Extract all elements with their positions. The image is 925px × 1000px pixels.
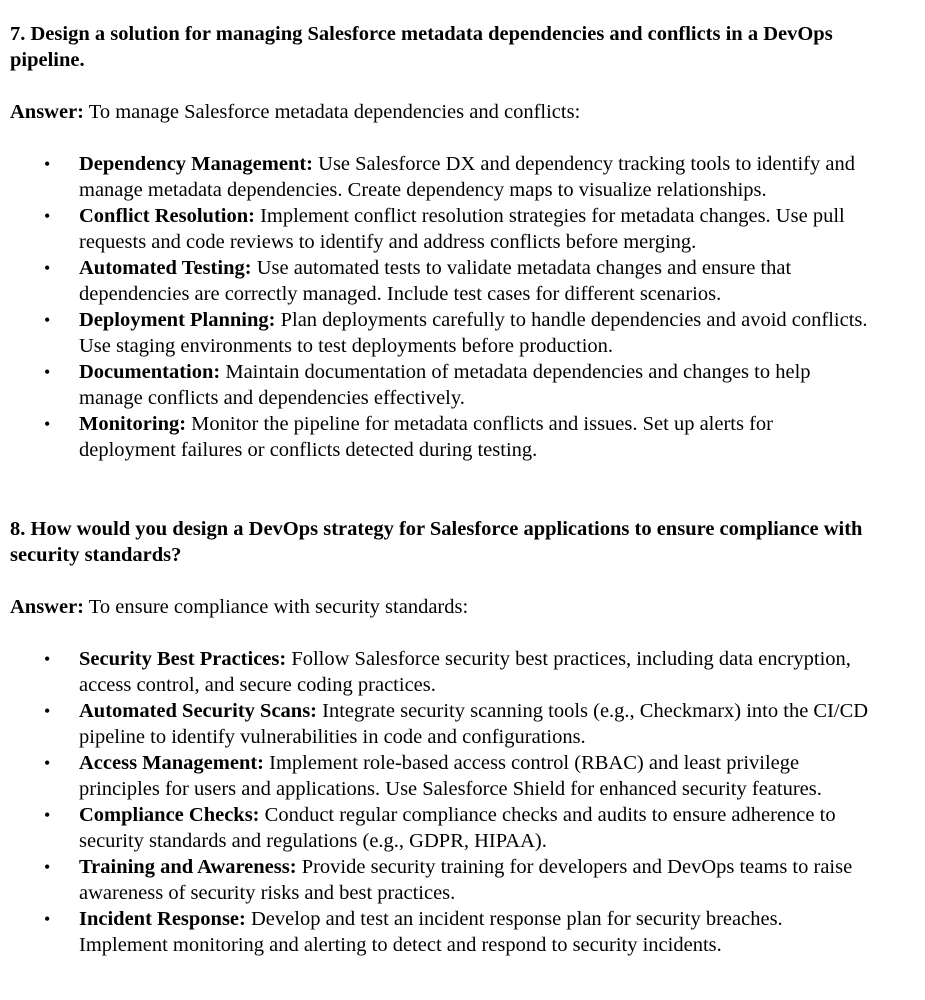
question-7-heading: 7. Design a solution for managing Salesforce metadata dependencies and conflicts in a DevOps pipeline. <box>10 23 833 71</box>
list-item-term: Monitoring: <box>79 413 187 435</box>
list-item <box>0 255 869 307</box>
list-item-term: Conflict Resolution: <box>79 205 255 227</box>
list-item <box>0 802 869 854</box>
list-item-term: Automated Testing: <box>79 257 252 279</box>
bullet-icon: • <box>44 362 51 382</box>
list-item <box>0 151 869 203</box>
bullet-icon: • <box>44 701 51 721</box>
list-item <box>0 646 869 698</box>
list-item-text: Use Salesforce DX and dependency tracking tools to identify and manage metadata dependencies. Create dependency maps to visualize relationships. <box>79 153 855 201</box>
list-item-text: Maintain documentation of metadata dependencies and changes to help manage conflicts and dependencies effectively. <box>79 361 811 409</box>
list-item-term: Automated Security Scans: <box>79 700 318 722</box>
bullet-icon: • <box>44 753 51 773</box>
list-item-term: Deployment Planning: <box>79 309 276 331</box>
list-item-term: Security Best Practices: <box>79 648 287 670</box>
list-item <box>0 906 869 958</box>
list-item-text: Implement conflict resolution strategies for metadata changes. Use pull requests and code reviews to identify and address conflicts before merging. <box>79 205 845 253</box>
bullet-icon: • <box>44 857 51 877</box>
bullet-icon: • <box>44 414 51 434</box>
answer-label: Answer: <box>10 101 85 123</box>
list-item <box>0 307 869 359</box>
list-item-text: Follow Salesforce security best practices, including data encryption, access control, and secure coding practices. <box>79 648 851 696</box>
list-item-text: Provide security training for developers and DevOps teams to raise awareness of security risks and best practices. <box>79 856 853 904</box>
bullet-icon: • <box>44 909 51 929</box>
list-item-text: Monitor the pipeline for metadata conflicts and issues. Set up alerts for deployment failures or conflicts detected during testing. <box>79 413 773 461</box>
list-item <box>0 359 869 411</box>
question-7-answer-intro <box>10 99 890 125</box>
question-8-answer-intro <box>10 594 890 620</box>
list-item-term: Dependency Management: <box>79 153 314 175</box>
list-item <box>0 854 869 906</box>
bullet-icon: • <box>44 649 51 669</box>
list-item-term: Training and Awareness: <box>79 856 297 878</box>
bullet-icon: • <box>44 310 51 330</box>
list-item-text: Develop and test an incident response plan for security breaches. Implement monitoring and alerting to detect and respond to security incidents. <box>79 908 783 956</box>
list-item-term: Compliance Checks: <box>79 804 260 826</box>
answer-intro-text: To manage Salesforce metadata dependencies and conflicts: <box>84 101 581 123</box>
answer-label: Answer: <box>10 596 85 618</box>
list-item <box>0 698 869 750</box>
list-item <box>0 750 869 802</box>
list-item-text: Implement role-based access control (RBAC) and least privilege principles for users and applications. Use Salesforce Shield for enhanced security features. <box>79 752 822 800</box>
list-item-text: Plan deployments carefully to handle dependencies and avoid conflicts. Use staging environments to test deployments before production. <box>79 309 868 357</box>
question-8-list <box>0 646 925 958</box>
list-item-term: Incident Response: <box>79 908 246 930</box>
question-8-heading: 8. How would you design a DevOps strategy for Salesforce applications to ensure compliance with security standards? <box>10 518 863 566</box>
list-item <box>0 411 869 463</box>
list-item-term: Documentation: <box>79 361 221 383</box>
list-item <box>0 203 869 255</box>
list-item-text: Conduct regular compliance checks and audits to ensure adherence to security standards and regulations (e.g., GDPR, HIPAA). <box>79 804 836 852</box>
list-item-text: Integrate security scanning tools (e.g., Checkmarx) into the CI/CD pipeline to identify vulnerabilities in code and configurations. <box>79 700 869 748</box>
answer-intro-text: To ensure compliance with security standards: <box>84 596 469 618</box>
bullet-icon: • <box>44 805 51 825</box>
bullet-icon: • <box>44 258 51 278</box>
list-item-text: Use automated tests to validate metadata changes and ensure that dependencies are correctly managed. Include test cases for different scenarios. <box>79 257 792 305</box>
bullet-icon: • <box>44 206 51 226</box>
question-7-list <box>0 151 925 463</box>
bullet-icon: • <box>44 154 51 174</box>
list-item-term: Access Management: <box>79 752 265 774</box>
